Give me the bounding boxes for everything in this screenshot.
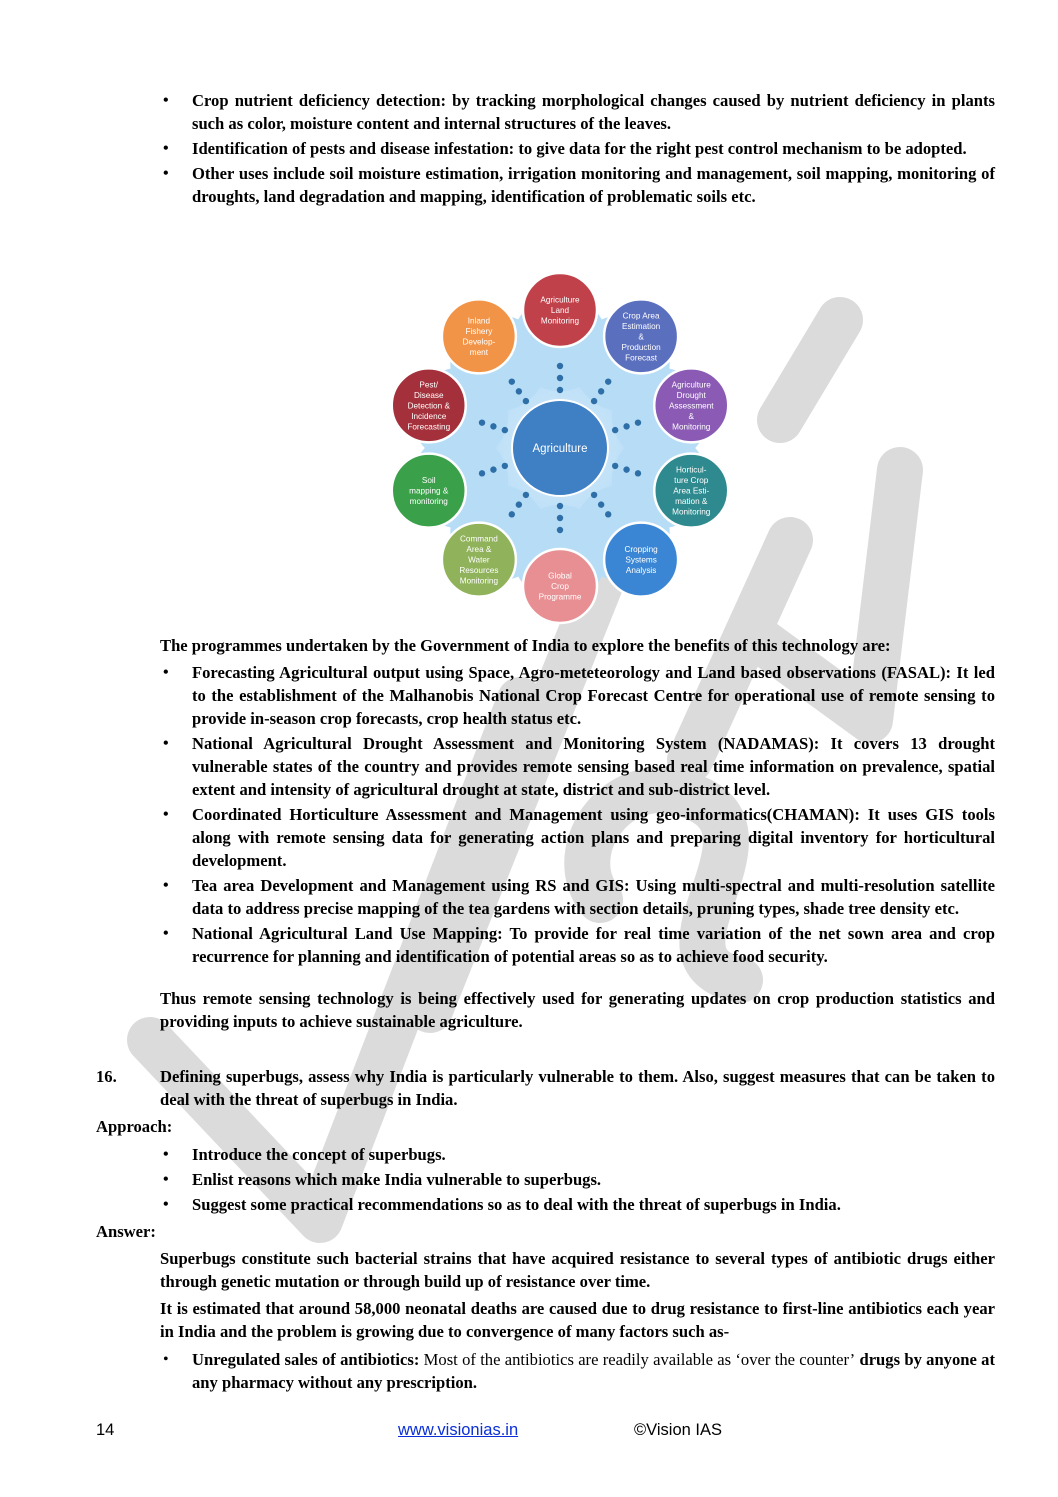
node-label: Forecast	[625, 353, 658, 363]
node-label: Soil	[421, 476, 436, 486]
node-label: Detection &	[407, 401, 450, 411]
approach-heading: Approach:	[96, 1117, 173, 1136]
agriculture-diagram	[385, 270, 735, 630]
node-label: Drought	[676, 390, 706, 400]
question-text: Defining superbugs, assess why India is particularly vulnerable to them. Also, suggest measures that can be taken to deal with the threat of superbugs in India.	[160, 1067, 995, 1109]
connector-dot	[509, 511, 515, 517]
answer-paragraph: It is estimated that around 58,000 neonatal deaths are caused due to drug resistance to first-line antibiotics each year in India and the problem is growing due to convergence of many factors such as-	[160, 1299, 995, 1341]
node-label: Pest/	[419, 380, 439, 390]
connector-dot	[591, 398, 597, 404]
node-label: Programme	[538, 592, 582, 602]
node-label: Monitoring	[672, 507, 711, 517]
connector-dot	[557, 363, 563, 369]
node-label: Crop Area	[622, 311, 660, 321]
node-label: ment	[469, 348, 488, 358]
connector-dot	[605, 511, 611, 517]
list-item: • Forecasting Agricultural output using Space, Agro-meteteorology and Land based observations (FASAL): It led to the establishment of the Malhanobis National Crop Forecast Centre for operational use of remote sensing to provide in-season crop forecasts, crop health status etc.	[158, 661, 995, 730]
node-label: Systems	[625, 555, 657, 565]
website-link[interactable]: www.visionias.in	[398, 1421, 519, 1439]
approach-list	[158, 1143, 995, 1218]
connector-dot	[591, 492, 597, 498]
connector-dot	[502, 463, 508, 469]
connector-dot	[557, 503, 563, 509]
list-item: • Coordinated Horticulture Assessment and Management using geo-informatics(CHAMAN): It uses GIS tools along with remote sensing data for generating action plans and preparing digital inventory for horticultural development.	[158, 803, 995, 872]
list-item: • National Agricultural Land Use Mapping: To provide for real time variation of the net sown area and crop recurrence for planning and identification of potential areas so as to achieve food security.	[158, 922, 995, 968]
node-label: Cropping	[624, 545, 658, 555]
node-label: Global	[548, 571, 572, 581]
node-label: Develop-	[462, 337, 496, 347]
list-item: • Enlist reasons which make India vulnerable to superbugs.	[158, 1168, 995, 1191]
node-label: ture Crop	[674, 476, 709, 486]
node-label: Assessment	[668, 401, 714, 411]
bullet-body: Most of the antibiotics are readily available as ‘over the counter’	[419, 1350, 856, 1369]
connector-dot	[523, 492, 529, 498]
list-item: • National Agricultural Drought Assessment and Monitoring System (NADAMAS): It covers 13 drought vulnerable states of the country and provides remote sensing based real time information on prevalence, spatial extent and intensity of agricultural drought at state, district and sub-district level.	[158, 732, 995, 801]
bullet-tail: drugs by anyone at any pharmacy without any prescription.	[192, 1350, 995, 1392]
list-item: • Tea area Development and Management using RS and GIS: Using multi-spectral and multi-resolution satellite data to address precise mapping of the tea gardens with section details, pruning types, shade tree density etc.	[158, 874, 995, 920]
answer-heading: Answer:	[96, 1222, 156, 1241]
programmes-intro: The programmes undertaken by the Government of India to explore the benefits of this technology are:	[160, 636, 891, 655]
connector-dot	[557, 527, 563, 533]
node-label: Production	[621, 342, 661, 352]
diagram-node	[442, 299, 516, 373]
node-label: Resources	[459, 566, 499, 576]
question-number: 16.	[96, 1067, 117, 1086]
list-item	[158, 1348, 995, 1394]
node-label: Monitoring	[540, 316, 580, 326]
node-label: Analysis	[625, 566, 657, 576]
node-label: &	[688, 411, 694, 421]
list-item: • Introduce the concept of superbugs.	[158, 1143, 995, 1166]
connector-dot	[557, 515, 563, 521]
node-label: Command	[459, 534, 498, 544]
connector-dot	[509, 378, 515, 384]
answer-bullet-list	[158, 1348, 995, 1396]
connector-dot	[623, 466, 629, 472]
node-label: Fishery	[465, 327, 493, 337]
node-label: Monitoring	[672, 422, 711, 432]
node-label: Disease	[413, 390, 444, 400]
list-item: • Suggest some practical recommendations so as to deal with the threat of superbugs in India.	[158, 1193, 995, 1216]
top-bullet-list	[158, 89, 995, 210]
connector-dot	[612, 427, 618, 433]
node-label: &	[638, 332, 644, 342]
node-label: Estimation	[621, 321, 661, 331]
node-label: Crop	[551, 582, 569, 591]
node-label: mapping &	[409, 486, 449, 496]
connector-dot	[516, 388, 522, 394]
programmes-list	[158, 661, 995, 970]
connector-dot	[490, 466, 496, 472]
connector-dot	[635, 470, 641, 476]
connector-dot	[605, 378, 611, 384]
connector-dot	[612, 463, 618, 469]
list-item: • Other uses include soil moisture estimation, irrigation monitoring and management, soil mapping, monitoring of droughts, land degradation and mapping, identification of problematic soils etc.	[158, 162, 995, 208]
connector-dot	[557, 375, 563, 381]
node-label: mation &	[675, 497, 708, 507]
node-label: Agriculture	[540, 295, 580, 305]
node-label: Area Esti-	[673, 486, 710, 496]
connector-dot	[523, 398, 529, 404]
list-item: • Crop nutrient deficiency detection: by tracking morphological changes caused by nutrient deficiency in plants such as color, moisture content and internal structures of the leaves.	[158, 89, 995, 135]
list-item: • Identification of pests and disease infestation: to give data for the right pest control mechanism to be adopted.	[158, 137, 995, 160]
connector-dot	[623, 423, 629, 429]
connector-dot	[516, 501, 522, 507]
connector-dot	[557, 387, 563, 393]
node-label: Monitoring	[459, 576, 499, 586]
copyright: ©Vision IAS	[634, 1421, 722, 1439]
node-label: monitoring	[409, 497, 448, 507]
connector-dot	[479, 419, 485, 425]
connector-dot	[635, 419, 641, 425]
question-block	[96, 1065, 995, 1111]
answer-paragraph: Superbugs constitute such bacterial strains that have acquired resistance to several types of antibiotic drugs either through genetic mutation or through build up of resistance over time.	[160, 1249, 995, 1291]
connector-dot	[598, 388, 604, 394]
center-label: Agriculture	[532, 443, 588, 455]
node-label: Inland	[467, 316, 491, 326]
connector-dot	[502, 427, 508, 433]
connector-dot	[598, 501, 604, 507]
node-label: Water	[468, 555, 490, 565]
conclusion-paragraph: Thus remote sensing technology is being effectively used for generating updates on crop production statistics and providing inputs to achieve sustainable agriculture.	[160, 989, 995, 1031]
node-label: Agriculture	[671, 380, 711, 390]
node-label: Area &	[466, 545, 492, 555]
node-label: Horticul-	[676, 465, 707, 475]
page-number: 14	[96, 1421, 115, 1439]
node-label: Incidence	[411, 411, 447, 421]
connector-dot	[479, 470, 485, 476]
node-label: Forecasting	[407, 422, 451, 432]
bullet-lead: Unregulated sales of antibiotics:	[192, 1350, 420, 1369]
node-label: Land	[550, 306, 570, 315]
connector-dot	[490, 423, 496, 429]
